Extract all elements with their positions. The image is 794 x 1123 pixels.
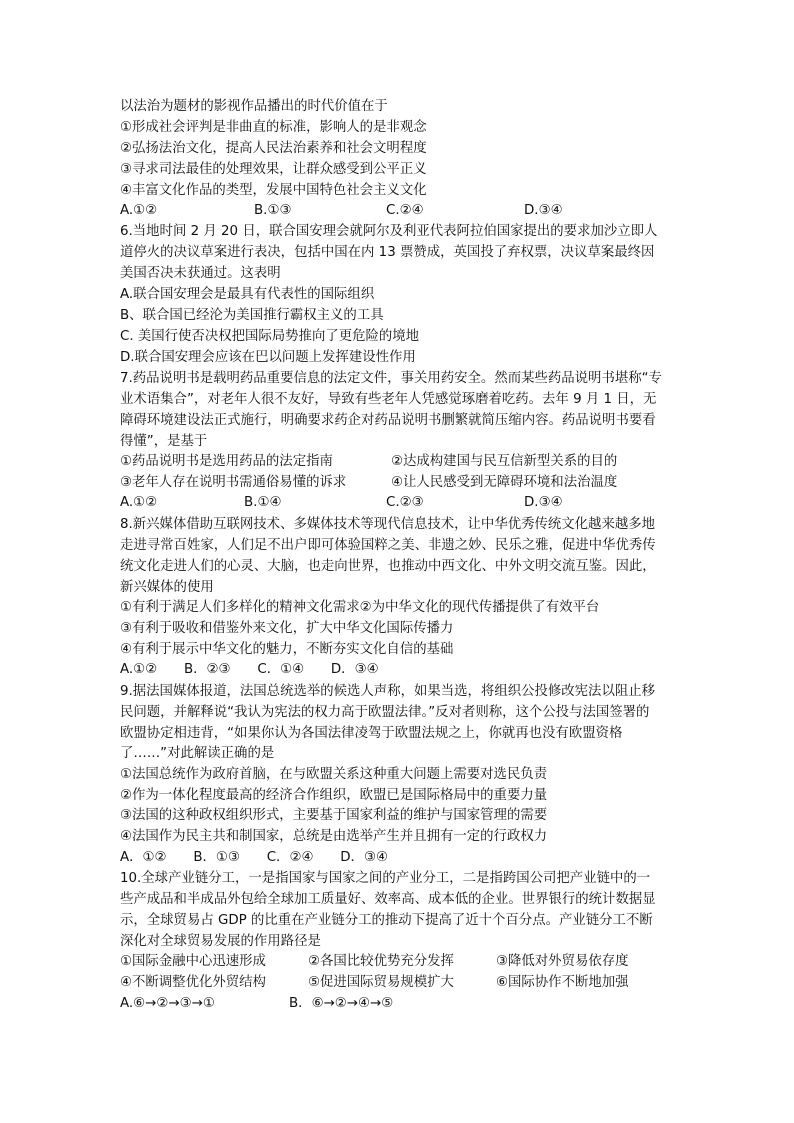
q7-stem-line-2: 业术语集合”，对老年人很不友好，导致有些老年人凭感觉琢磨着吃药。去年 9 月 1 日，无 xyxy=(120,392,657,407)
q6-option-a: A.联合国安理会是最具有代表性的国际组织 xyxy=(120,287,375,302)
q9-stem-line-2: 民问题，并解释说“我认为宪法的权力高于欧盟法律。”反对者则称，这个公投与法国签署的 xyxy=(120,705,650,720)
q9-stem-line-3: 欧盟协定相违背，“如果你认为各国法律凌驾于欧盟法规之上，你就再也没有欧盟资格 xyxy=(120,726,623,741)
q8-statement-4: ④有利于展示中华文化的魅力，不断夯实文化自信的基础 xyxy=(120,642,454,657)
q7-option-c: C.②③ xyxy=(386,495,424,510)
q10-statement-5: ⑤促进国际贸易规模扩大 xyxy=(308,975,454,990)
q9-statement-3: ③法国的这种政权组织形式，主要基于国家利益的维护与国家管理的需要 xyxy=(120,808,548,823)
q8-stem-line-3: 统文化走进人们的心灵、大脑，也走向世界，也推动中西文化、中外文明交流互鉴。因此， xyxy=(120,559,656,574)
q8-statement-1-2: ①有利于满足人们多样化的精神文化需求②为中华文化的现代传播提供了有效平台 xyxy=(120,600,600,615)
q5-statement-3: ③寻求司法最佳的处理效果，让群众感受到公平正义 xyxy=(120,162,427,177)
q10-option-b: B．⑥→②→④→⑤ xyxy=(289,996,394,1011)
q7-statement-1: ①药品说明书是选用药品的法定指南 xyxy=(120,454,333,469)
q7-option-b: B.①④ xyxy=(244,495,282,510)
q6-stem-line-1: 6.当地时间 2 月 20 日，联合国安理会就阿尔及利亚代表阿拉伯国家提出的要求加沙立即人 xyxy=(120,224,658,239)
q6-stem-line-2: 道停火的决议草案进行表决，包括中国在内 13 票赞成，英国投了弃权票，决议草案最终因 xyxy=(120,245,655,260)
q9-stem-line-1: 9.据法国媒体报道，法国总统选举的候选人声称，如果当选，将组织公投修改宪法以阻止移 xyxy=(120,684,656,699)
q9-statement-4: ④法国作为民主共和制国家，总统是由选举产生并且拥有一定的行政权力 xyxy=(120,829,548,844)
q8-stem-line-1: 8.新兴媒体借助互联网技术、多媒体技术等现代信息技术，让中华优秀传统文化越来越多地 xyxy=(120,517,656,532)
q10-statement-1: ①国际金融中心迅速形成 xyxy=(120,954,266,969)
q9-options: A．①② B．①③ C．②④ D．③④ xyxy=(120,850,388,865)
q8-stem-line-4: 新兴媒体的使用 xyxy=(120,580,214,595)
q7-stem-line-3: 障碍环境建设法正式施行，明确要求药企对药品说明书删繁就简压缩内容。药品说明书要看 xyxy=(120,413,656,428)
q10-statement-4: ④不断调整优化外贸结构 xyxy=(120,975,266,990)
q10-statement-6: ⑥国际协作不断地加强 xyxy=(496,975,629,990)
q6-option-d: D.联合国安理会应该在巴以问题上发挥建设性作用 xyxy=(120,350,416,365)
q5-stem-end: 以法治为题材的影视作品播出的时代价值在于 xyxy=(120,99,388,114)
q8-options: A.①② B．②③ C．①④ D．③④ xyxy=(120,662,379,677)
q7-option-d: D.③④ xyxy=(524,495,563,510)
q10-statement-3: ③降低对外贸易依存度 xyxy=(496,954,629,969)
q10-statement-2: ②各国比较优势充分发挥 xyxy=(308,954,454,969)
q5-statement-1: ①形成社会评判是非曲直的标准，影响人的是非观念 xyxy=(120,120,427,135)
q10-option-a: A.⑥→②→③→① xyxy=(120,996,215,1011)
q5-option-b: B.①③ xyxy=(254,203,292,218)
q7-stem-line-1: 7.药品说明书是载明药品重要信息的法定文件，事关用药安全。然而某些药品说明书堪称“专 xyxy=(120,371,662,386)
q5-option-a: A.①② xyxy=(120,203,158,218)
q7-statement-4: ④让人民感受到无障碍环境和法治温度 xyxy=(391,475,618,490)
q5-statement-4: ④丰富文化作品的类型，发展中国特色社会主义文化 xyxy=(120,183,427,198)
q6-option-c: C. 美国行使否决权把国际局势推向了更危险的境地 xyxy=(120,329,420,344)
q10-stem-line-3: 示，全球贸易占 GDP 的比重在产业链分工的推动下提高了近十个百分点。产业链分工不断 xyxy=(120,913,653,928)
q10-stem-line-4: 深化对全球贸易发展的作用路径是 xyxy=(120,934,321,949)
q9-statement-2: ②作为一体化程度最高的经济合作组织，欧盟已是国际格局中的重要力量 xyxy=(120,788,548,803)
q5-option-c: C.②④ xyxy=(386,203,424,218)
q6-stem-line-3: 美国否决未获通过。这表明 xyxy=(120,266,281,281)
q10-stem-line-2: 些产成品和半成品外包给全球加工质量好、效率高、成本低的企业。世界银行的统计数据显 xyxy=(120,892,656,907)
q8-stem-line-2: 走进寻常百姓家，人们足不出户即可体验国粹之美、非遗之妙、民乐之雅，促进中华优秀传 xyxy=(120,538,656,553)
q7-option-a: A.①② xyxy=(120,495,158,510)
q9-statement-1: ①法国总统作为政府首脑，在与欧盟关系这种重大问题上需要对选民负责 xyxy=(120,767,548,782)
q7-stem-line-4: 得懂”，是基于 xyxy=(120,434,208,449)
q5-option-d: D.③④ xyxy=(524,203,563,218)
q6-option-b: B、联合国已经沦为美国推行霸权主义的工具 xyxy=(120,308,384,323)
q5-statement-2: ②弘扬法治文化，提高人民法治素养和社会文明程度 xyxy=(120,141,427,156)
q7-statement-3: ③老年人存在说明书需通俗易懂的诉求 xyxy=(120,475,347,490)
q10-stem-line-1: 10.全球产业链分工，一是指国家与国家之间的产业分工，二是指跨国公司把产业链中的一 xyxy=(120,871,651,886)
q8-statement-3: ③有利于吸收和借鉴外来文化，扩大中华文化国际传播力 xyxy=(120,621,454,636)
q9-stem-line-4: 了……”对此解读正确的是 xyxy=(120,746,275,761)
q7-statement-2: ②达成构建国与民互信新型关系的目的 xyxy=(391,454,618,469)
